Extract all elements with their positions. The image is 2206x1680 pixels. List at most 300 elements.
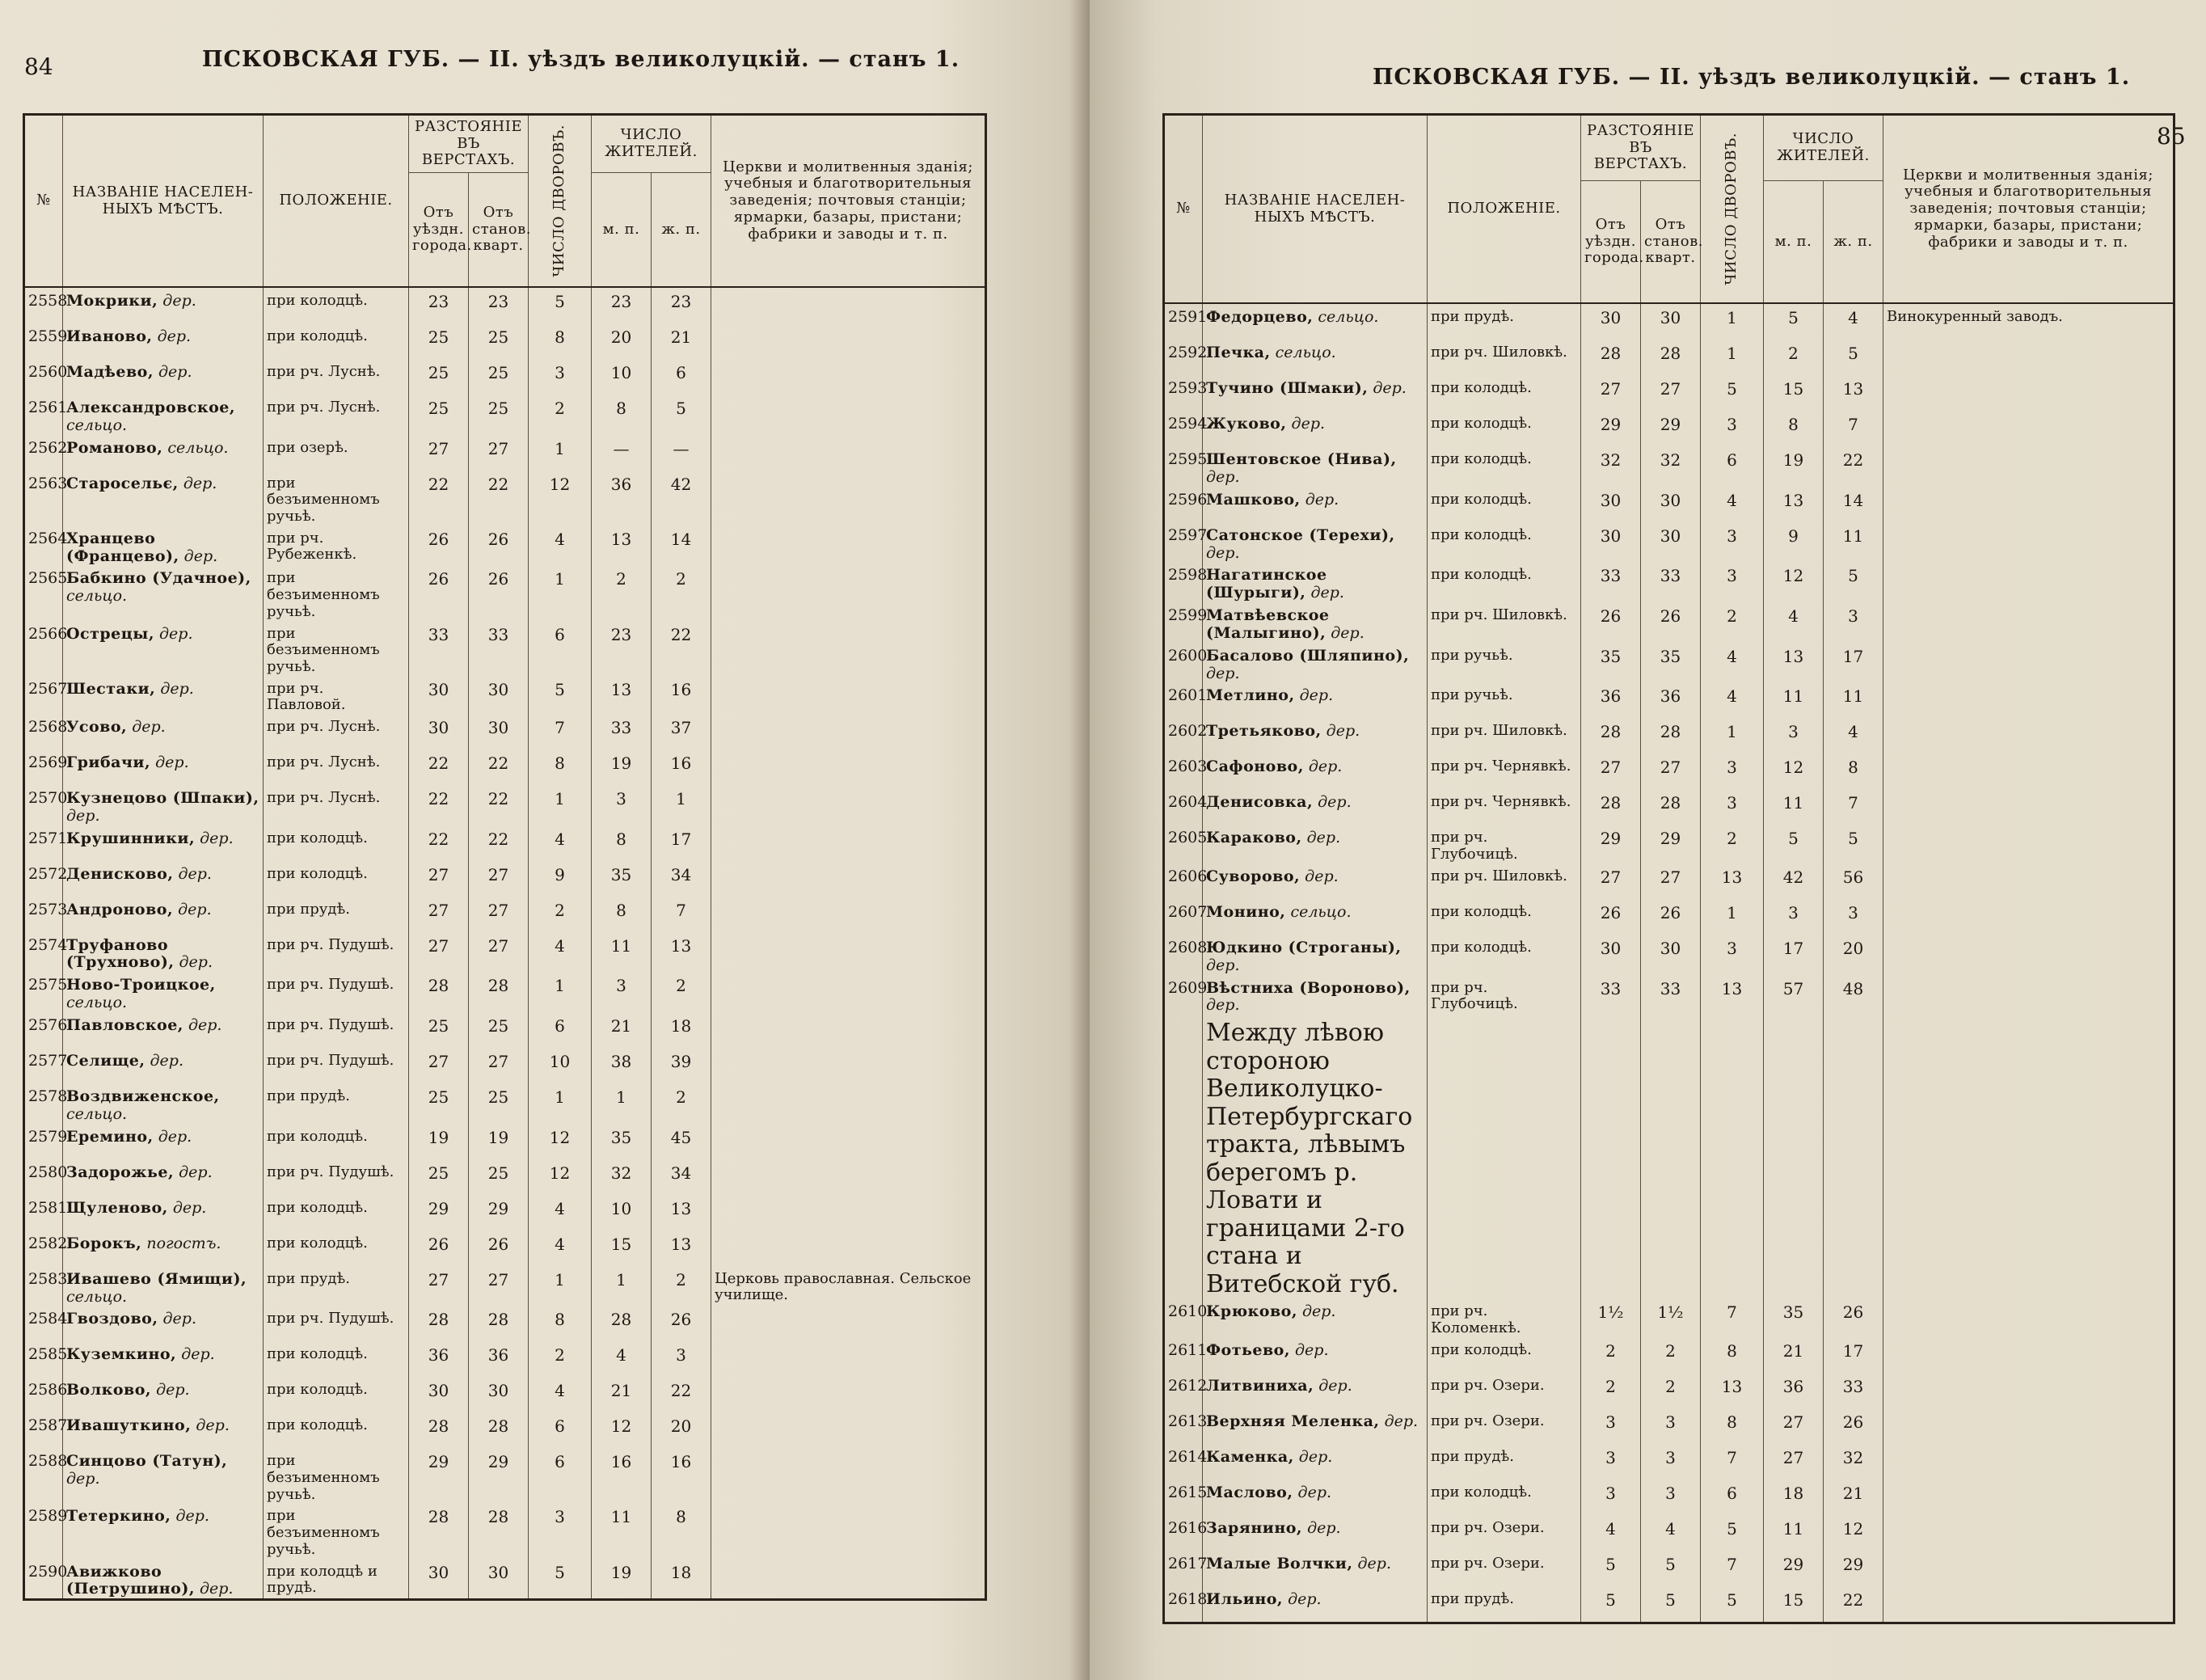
- position-cell: при рч. Чернявкѣ.: [1428, 789, 1581, 825]
- row-number: 2572: [24, 861, 63, 897]
- place-name-cell: [63, 395, 264, 435]
- section-spacer: [1428, 1015, 1581, 1298]
- place-name: Грибачи,: [66, 753, 151, 771]
- distance-stan-cell: 22: [469, 471, 529, 526]
- table-row: [1164, 446, 2174, 487]
- distance-stan-cell: 30: [469, 1377, 529, 1412]
- distance-stan-cell: 29: [1641, 411, 1701, 446]
- row-number: 2594: [1164, 411, 1203, 446]
- place-name-cell: [63, 565, 264, 620]
- place-name: Денисовка,: [1206, 793, 1314, 812]
- distance-stan-cell: 27: [1641, 863, 1701, 899]
- female-cell: 5: [1824, 825, 1883, 863]
- row-number: 2579: [24, 1124, 63, 1159]
- distance-town-cell: 3: [1581, 1479, 1641, 1515]
- col-male-header: м. п.: [1764, 181, 1824, 304]
- place-name: Борокъ,: [66, 1234, 142, 1252]
- position-cell: при безъименномъ ручьѣ.: [264, 565, 409, 620]
- place-type: дер.: [178, 900, 212, 918]
- row-number: 2567: [24, 676, 63, 714]
- male-cell: 35: [592, 1124, 652, 1159]
- place-name: Суворово,: [1206, 867, 1301, 885]
- yards-cell: 5: [529, 287, 592, 323]
- row-number: 2581: [24, 1195, 63, 1230]
- table-row: [24, 861, 986, 897]
- distance-town-cell: 30: [409, 676, 469, 714]
- place-name: Александровское,: [66, 399, 235, 416]
- male-cell: 23: [592, 621, 652, 676]
- distance-town-cell: 3: [1581, 1408, 1641, 1444]
- yards-cell: 13: [1701, 975, 1764, 1015]
- place-type: дер.: [1305, 867, 1339, 885]
- place-type: дер.: [156, 1381, 190, 1399]
- row-number: 2607: [1164, 899, 1203, 935]
- notes-cell: [1883, 446, 2174, 487]
- table-row: [1164, 375, 2174, 411]
- distance-town-cell: 25: [409, 395, 469, 435]
- female-cell: 3: [1824, 899, 1883, 935]
- row-number: 2586: [24, 1377, 63, 1412]
- male-cell: 21: [592, 1012, 652, 1048]
- row-number: 2571: [24, 825, 63, 861]
- yards-header-text: ЧИСЛО ДВОРОВЪ.: [1723, 133, 1740, 285]
- row-number: 2577: [24, 1048, 63, 1083]
- place-name-cell: [63, 932, 264, 973]
- place-type: погостъ.: [146, 1234, 221, 1252]
- distance-town-cell: 30: [1581, 935, 1641, 975]
- table-row: [1164, 682, 2174, 718]
- place-name-cell: [1203, 935, 1428, 975]
- position-cell: при рч. Шиловкѣ.: [1428, 602, 1581, 643]
- male-cell: 5: [1764, 303, 1824, 340]
- table-row: [24, 1266, 986, 1306]
- distance-stan-cell: 28: [469, 1503, 529, 1558]
- table-row: [24, 1503, 986, 1558]
- distance-town-cell: 29: [409, 1195, 469, 1230]
- row-number: 2583: [24, 1266, 63, 1306]
- position-cell: при колодцѣ.: [1428, 487, 1581, 522]
- male-cell: 3: [592, 785, 652, 825]
- male-cell: 35: [1764, 1298, 1824, 1336]
- female-cell: 2: [652, 565, 711, 620]
- position-cell: при рч. Пудушѣ.: [264, 972, 409, 1012]
- female-cell: 7: [1824, 411, 1883, 446]
- row-number: 2605: [1164, 825, 1203, 863]
- table-row: [24, 714, 986, 749]
- notes-cell: [1883, 1408, 2174, 1444]
- section-spacer: [1641, 1015, 1701, 1298]
- distance-town-cell: 4: [1581, 1515, 1641, 1551]
- row-number: 2570: [24, 785, 63, 825]
- place-name: Печка,: [1206, 344, 1271, 361]
- female-cell: 4: [1824, 718, 1883, 753]
- place-name-cell: [63, 1377, 264, 1412]
- male-cell: 8: [1764, 411, 1824, 446]
- distance-town-cell: 28: [409, 1503, 469, 1558]
- male-cell: 32: [592, 1159, 652, 1195]
- female-cell: 13: [1824, 375, 1883, 411]
- place-name-cell: [1203, 718, 1428, 753]
- table-body: [1164, 303, 2174, 1623]
- table-row: [24, 1048, 986, 1083]
- row-number: 2612: [1164, 1373, 1203, 1408]
- distance-town-cell: 26: [1581, 899, 1641, 935]
- place-name: Ивашуткино,: [66, 1416, 192, 1435]
- distance-town-cell: 26: [409, 565, 469, 620]
- distance-stan-cell: 32: [1641, 446, 1701, 487]
- distance-stan-cell: 27: [1641, 375, 1701, 411]
- place-name-cell: [1203, 303, 1428, 340]
- female-cell: 5: [1824, 340, 1883, 375]
- distance-town-cell: 28: [409, 1412, 469, 1448]
- female-cell: —: [652, 435, 711, 471]
- yards-cell: 1: [1701, 899, 1764, 935]
- place-name: Шестаки,: [66, 679, 156, 698]
- yards-cell: 6: [529, 1412, 592, 1448]
- table-row: [24, 676, 986, 714]
- male-cell: 15: [1764, 375, 1824, 411]
- position-cell: при колодцѣ.: [1428, 411, 1581, 446]
- yards-cell: 2: [1701, 825, 1764, 863]
- male-cell: 3: [1764, 899, 1824, 935]
- distance-town-cell: 25: [409, 1083, 469, 1124]
- place-name: Малые Волчки,: [1206, 1554, 1353, 1572]
- position-cell: при колодцѣ.: [264, 1377, 409, 1412]
- place-type: дер.: [160, 679, 194, 698]
- notes-cell: [1883, 899, 2174, 935]
- position-cell: при рч. Пудушѣ.: [264, 1048, 409, 1083]
- notes-cell: [711, 749, 986, 785]
- place-name: Бабкино (Удачное),: [66, 569, 251, 588]
- male-cell: 21: [592, 1377, 652, 1412]
- yards-cell: 7: [1701, 1551, 1764, 1586]
- place-type: дер.: [66, 1470, 100, 1488]
- distance-stan-cell: 30: [1641, 487, 1701, 522]
- place-name-cell: [63, 1195, 264, 1230]
- male-cell: 13: [592, 526, 652, 566]
- distance-stan-cell: 28: [1641, 340, 1701, 375]
- distance-stan-cell: 3: [1641, 1479, 1701, 1515]
- distance-town-cell: 30: [1581, 487, 1641, 522]
- distance-stan-cell: 2: [1641, 1337, 1701, 1373]
- place-type: сельцо.: [66, 416, 128, 434]
- male-cell: 20: [592, 323, 652, 359]
- position-cell: при колодцѣ.: [264, 1124, 409, 1159]
- position-cell: при колодцѣ.: [264, 825, 409, 861]
- distance-town-cell: 27: [409, 897, 469, 932]
- yards-cell: 1: [1701, 340, 1764, 375]
- row-number: 2568: [24, 714, 63, 749]
- row-number: 2616: [1164, 1515, 1203, 1551]
- place-name: Федорцево,: [1206, 308, 1314, 326]
- place-name: Воздвиженское,: [66, 1087, 220, 1105]
- notes-cell: [711, 785, 986, 825]
- place-type: дер.: [132, 717, 166, 736]
- distance-town-cell: 28: [1581, 789, 1641, 825]
- yards-cell: 8: [529, 749, 592, 785]
- place-name: Караково,: [1206, 829, 1302, 847]
- distance-stan-cell: 30: [1641, 303, 1701, 340]
- place-name-cell: [63, 323, 264, 359]
- position-cell: при колодцѣ.: [264, 861, 409, 897]
- row-number: 2569: [24, 749, 63, 785]
- notes-cell: [711, 471, 986, 526]
- place-name-cell: [1203, 825, 1428, 863]
- distance-stan-cell: 26: [469, 1230, 529, 1266]
- place-name: Третьяково,: [1206, 722, 1322, 741]
- col-notes-header: Церкви и молитвенныя зданія; учебныя и благотворительныя заведенія; почтовыя станціи; ярмарки, базары, пристани; фабрики и заводы и т. п.: [711, 115, 986, 288]
- place-name-cell: [1203, 789, 1428, 825]
- male-cell: 29: [1764, 1551, 1824, 1586]
- row-number: 2614: [1164, 1444, 1203, 1479]
- row-number: 2585: [24, 1341, 63, 1377]
- place-name-cell: [63, 897, 264, 932]
- yards-cell: 4: [529, 932, 592, 973]
- place-name-cell: [63, 1083, 264, 1124]
- notes-cell: [1883, 1444, 2174, 1479]
- male-cell: 13: [592, 676, 652, 714]
- place-name: Еремино,: [66, 1127, 154, 1146]
- col-notes-header: Церкви и молитвенныя зданія; учебныя и благотворительныя заведенія; почтовыя станціи; ярмарки, базары, пристани; фабрики и заводы и т. п.: [1883, 115, 2174, 304]
- place-name: Монино,: [1206, 902, 1286, 921]
- place-name: Метлино,: [1206, 686, 1295, 705]
- yards-cell: 1: [529, 565, 592, 620]
- female-cell: 16: [652, 676, 711, 714]
- row-number: 2615: [1164, 1479, 1203, 1515]
- yards-cell: 4: [529, 1230, 592, 1266]
- place-name: Хранцево (Францево),: [66, 529, 179, 565]
- row-number: 2574: [24, 932, 63, 973]
- place-type: дер.: [196, 1416, 230, 1435]
- position-cell: при ручьѣ.: [1428, 643, 1581, 683]
- female-cell: 22: [1824, 446, 1883, 487]
- distance-stan-cell: 33: [1641, 975, 1701, 1015]
- table-row: [1164, 718, 2174, 753]
- position-cell: при безъименномъ ручьѣ.: [264, 471, 409, 526]
- female-cell: 14: [652, 526, 711, 566]
- place-type: дер.: [1206, 543, 1240, 562]
- place-name-cell: [63, 471, 264, 526]
- notes-cell: [1883, 1479, 2174, 1515]
- register-table: [1162, 113, 2175, 1624]
- table-row: [24, 435, 986, 471]
- notes-cell: [711, 1195, 986, 1230]
- table-row: [1164, 1551, 2174, 1586]
- notes-cell: [1883, 682, 2174, 718]
- notes-cell: [711, 1448, 986, 1503]
- female-cell: 13: [652, 1230, 711, 1266]
- place-type: дер.: [183, 474, 217, 492]
- male-cell: 33: [592, 714, 652, 749]
- col-dist-town-header: Отъ уѣздн. города.: [1581, 181, 1641, 304]
- yards-cell: 10: [529, 1048, 592, 1083]
- distance-stan-cell: 28: [1641, 718, 1701, 753]
- place-type: дер.: [183, 547, 218, 565]
- female-cell: 3: [1824, 602, 1883, 643]
- male-cell: 17: [1764, 935, 1824, 975]
- table-row: [24, 972, 986, 1012]
- male-cell: 19: [1764, 446, 1824, 487]
- male-cell: 12: [592, 1412, 652, 1448]
- table-row: [24, 1195, 986, 1230]
- female-cell: 13: [652, 932, 711, 973]
- section-row: [1164, 1015, 2174, 1298]
- distance-town-cell: 27: [1581, 375, 1641, 411]
- distance-stan-cell: 33: [1641, 562, 1701, 602]
- col-distance-header: РАЗСТОЯНІЕ ВЪ ВЕРСТАХЪ.: [409, 115, 529, 173]
- place-name-cell: [63, 1124, 264, 1159]
- distance-stan-cell: 30: [1641, 522, 1701, 563]
- row-number: 2584: [24, 1306, 63, 1341]
- place-name-cell: [63, 1503, 264, 1558]
- place-name: Андроново,: [66, 900, 174, 918]
- row-number: 2564: [24, 526, 63, 566]
- row-number: 2589: [24, 1503, 63, 1558]
- table-row: [1164, 1444, 2174, 1479]
- male-cell: 23: [592, 287, 652, 323]
- distance-town-cell: 23: [409, 287, 469, 323]
- row-number: 2582: [24, 1230, 63, 1266]
- male-cell: 2: [1764, 340, 1824, 375]
- place-type: дер.: [1318, 1376, 1352, 1395]
- distance-town-cell: 2: [1581, 1373, 1641, 1408]
- male-cell: 36: [1764, 1373, 1824, 1408]
- table-row: [1164, 643, 2174, 683]
- female-cell: 6: [652, 359, 711, 395]
- notes-cell: [1883, 1551, 2174, 1586]
- yards-cell: 6: [529, 1012, 592, 1048]
- place-type: дер.: [1373, 379, 1407, 397]
- yards-cell: 12: [529, 1124, 592, 1159]
- distance-town-cell: 29: [409, 1448, 469, 1503]
- row-number: 2596: [1164, 487, 1203, 522]
- table-row: [1164, 487, 2174, 522]
- distance-town-cell: 25: [409, 1159, 469, 1195]
- place-name: Ново-Троицкое,: [66, 976, 216, 994]
- notes-cell: [711, 1341, 986, 1377]
- row-number: 2599: [1164, 602, 1203, 643]
- place-type: дер.: [199, 1580, 234, 1598]
- place-name: Каменка,: [1206, 1447, 1294, 1466]
- row-number: 2561: [24, 395, 63, 435]
- place-name-cell: [1203, 487, 1428, 522]
- distance-town-cell: 27: [409, 1048, 469, 1083]
- position-cell: при колодцѣ.: [264, 287, 409, 323]
- place-name-cell: [1203, 753, 1428, 789]
- yards-cell: 5: [529, 1559, 592, 1600]
- notes-cell: [711, 897, 986, 932]
- distance-town-cell: 36: [409, 1341, 469, 1377]
- distance-town-cell: 30: [409, 1377, 469, 1412]
- male-cell: 19: [592, 1559, 652, 1600]
- place-name-cell: [1203, 411, 1428, 446]
- distance-stan-cell: 35: [1641, 643, 1701, 683]
- distance-town-cell: 27: [409, 932, 469, 973]
- place-name-cell: [1203, 446, 1428, 487]
- distance-stan-cell: 27: [469, 861, 529, 897]
- female-cell: 1: [652, 785, 711, 825]
- position-cell: при прудѣ.: [1428, 1444, 1581, 1479]
- distance-stan-cell: 27: [469, 897, 529, 932]
- yards-cell: 1: [529, 1266, 592, 1306]
- place-name: Крушинники,: [66, 829, 196, 847]
- table-row: [24, 621, 986, 676]
- section-spacer: [1764, 1015, 1824, 1298]
- col-female-header: ж. п.: [1824, 181, 1883, 304]
- female-cell: 4: [1824, 303, 1883, 340]
- male-cell: 10: [592, 1195, 652, 1230]
- distance-stan-cell: 25: [469, 323, 529, 359]
- female-cell: 34: [652, 1159, 711, 1195]
- place-type: дер.: [1331, 623, 1365, 642]
- place-name-cell: [1203, 975, 1428, 1015]
- distance-stan-cell: 25: [469, 395, 529, 435]
- row-number: 2580: [24, 1159, 63, 1195]
- row-number: 2617: [1164, 1551, 1203, 1586]
- distance-town-cell: 25: [409, 359, 469, 395]
- female-cell: 7: [1824, 789, 1883, 825]
- distance-town-cell: 25: [409, 1012, 469, 1048]
- place-name-cell: [63, 714, 264, 749]
- male-cell: 11: [1764, 682, 1824, 718]
- place-type: дер.: [181, 1345, 215, 1364]
- place-type: дер.: [1297, 1483, 1332, 1501]
- place-name: Ивашево (Ямищи),: [66, 1269, 247, 1288]
- yards-cell: 12: [529, 471, 592, 526]
- yards-cell: 1: [529, 972, 592, 1012]
- place-type: дер.: [1206, 956, 1240, 974]
- place-name-cell: [1203, 1479, 1428, 1515]
- table-row: [1164, 1515, 2174, 1551]
- place-name: Мадѣево,: [66, 363, 154, 381]
- table-row: [24, 1083, 986, 1124]
- place-type: сельцо.: [1318, 308, 1379, 326]
- notes-cell: [711, 287, 986, 323]
- notes-cell: [711, 1559, 986, 1600]
- yards-cell: 3: [1701, 789, 1764, 825]
- distance-town-cell: 30: [1581, 303, 1641, 340]
- male-cell: —: [592, 435, 652, 471]
- position-cell: при рч. Шиловкѣ.: [1428, 340, 1581, 375]
- female-cell: 17: [652, 825, 711, 861]
- distance-town-cell: 30: [409, 1559, 469, 1600]
- male-cell: 11: [592, 932, 652, 973]
- male-cell: 27: [1764, 1444, 1824, 1479]
- distance-stan-cell: 2: [1641, 1373, 1701, 1408]
- notes-cell: [1883, 975, 2174, 1015]
- notes-cell: [1883, 753, 2174, 789]
- yards-cell: 1: [1701, 303, 1764, 340]
- position-cell: при колодцѣ.: [264, 1341, 409, 1377]
- place-type: дер.: [1318, 793, 1352, 812]
- col-name-header: НАЗВАНІЕ НАСЕЛЕН-НЫХЪ МѢСТЪ.: [1203, 115, 1428, 304]
- place-name-cell: [63, 785, 264, 825]
- col-number-header: №: [1164, 115, 1203, 304]
- yards-cell: 5: [1701, 1586, 1764, 1623]
- place-type: дер.: [158, 363, 192, 381]
- yards-cell: 8: [1701, 1408, 1764, 1444]
- col-dist-town-header: Отъ уѣздн. города.: [409, 173, 469, 288]
- place-name-cell: [1203, 1373, 1428, 1408]
- place-name-cell: [1203, 1337, 1428, 1373]
- place-name: Острецы,: [66, 624, 154, 643]
- notes-cell: [1883, 825, 2174, 863]
- yards-cell: 7: [529, 714, 592, 749]
- notes-cell: Церковь православная. Сельское училище.: [711, 1266, 986, 1306]
- table-row: [24, 1559, 986, 1600]
- place-type: дер.: [1326, 722, 1360, 741]
- female-cell: 26: [1824, 1298, 1883, 1336]
